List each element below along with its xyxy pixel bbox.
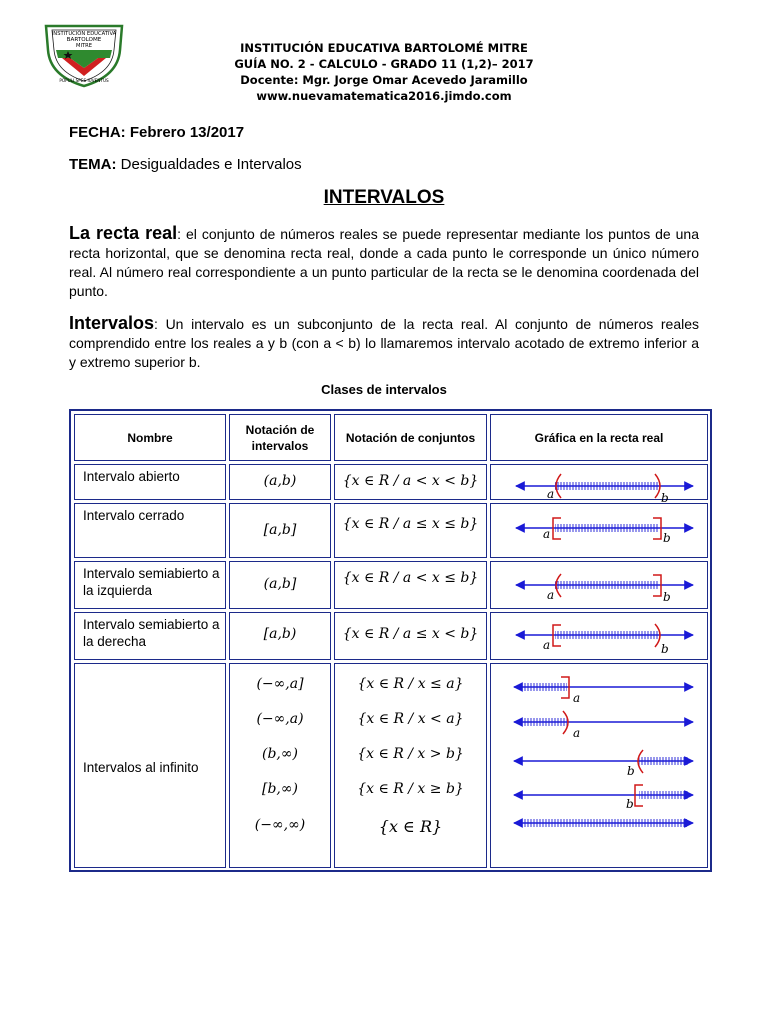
graph-inf-1 [514,677,693,705]
label-a-closed: a [543,527,551,541]
logo-name2: MITRE [75,43,93,49]
header-graph: Gráfica en la recta real [490,414,708,461]
intervals-term: Intervalos [69,313,155,333]
real-line-paragraph [69,224,699,301]
inf-set-3: {x ∈ R / x > b} [357,746,464,762]
row-closed-name: Intervalo cerrado [74,503,226,558]
header-interval-notation: Notación de intervalos [229,414,331,461]
graph-inf-3 [514,750,693,778]
graph-inf-2 [514,711,693,740]
inf-set-2: {x ∈ R / x < a} [357,711,464,727]
row-half-right-interval: [a,b) [263,626,297,642]
inf-set-4: {x ∈ R / x ≥ b} [357,781,464,797]
inf-set-5: {x ∈ R} [378,817,443,836]
label-a-open: a [547,487,555,501]
inf-interval-4: [b,∞) [262,781,298,797]
inf-interval-2: (−∞,a) [256,711,304,727]
document-header [0,40,768,104]
label-a-inf-2: a [573,726,581,740]
number-line-graphics [71,411,711,871]
header-name: Nombre [74,414,226,461]
header-school: INSTITUCIÓN EDUCATIVA BARTOLOMÉ MITRE [240,41,528,55]
row-half-right-name: Intervalo semiabierto a la derecha [74,612,226,660]
real-line-text: : el conjunto de números reales se puede representar mediante los puntos de una recta horizontal, que se denomina recta real, donde a cada punto le corresponde un único número real. Al número real correspondiente a un punto particular de la recta se le denomina coordenada del punto. [69,226,699,299]
label-b-open: b [661,491,669,505]
inf-interval-3: (b,∞) [262,746,298,762]
header-website: www.nuevamatematica2016.jimdo.com [256,89,512,103]
label-b-inf-4: b [626,797,634,811]
row-closed-set: {x ∈ R / a ≤ x ≤ b} [342,516,479,532]
date-line: FECHA: Febrero 13/2017 [69,124,245,141]
logo-top-text: INSTITUCIÓN EDUCATIVA [51,31,117,37]
row-infinite-name: Intervalos al infinito [74,663,226,868]
graph-inf-4 [514,785,693,811]
inf-interval-5: (−∞,∞) [254,817,306,833]
label-a-inf-1: a [573,691,581,705]
label-b-half-left: b [663,590,671,604]
intervals-text: : Un intervalo es un subconjunto de la recta real. Al conjunto de números reales comprendido entre los reales a y b (con a < b) lo llamaremos intervalo acotado de extremo inferior a y extremo superior b. [69,316,699,370]
graph-open [516,474,693,505]
table-caption: Clases de intervalos [321,382,447,397]
real-line-term: La recta real [69,223,178,243]
header-guide: GUÍA NO. 2 - CALCULO - GRADO 11 (1,2)– 2017 [234,57,534,71]
header-teacher: Docente: Mgr. Jorge Omar Acevedo Jaramillo [240,73,528,87]
row-half-left-name: Intervalo semiabierto a la izquierda [74,561,226,609]
row-half-right-set: {x ∈ R / a ≤ x < b} [342,626,479,642]
logo-name1: BARTOLOME [66,37,102,43]
row-open-interval: (a,b) [263,473,297,489]
graph-closed [516,518,693,545]
topic-value: Desigualdades e Intervalos [116,156,302,173]
header-set-notation: Notación de conjuntos [334,414,487,461]
label-b-half-right: b [661,642,669,656]
inf-interval-1: (−∞,a] [256,676,304,692]
label-b-closed: b [663,531,671,545]
row-half-left-interval: (a,b] [263,576,297,592]
row-open-set: {x ∈ R / a < x < b} [342,473,479,489]
graph-inf-5 [514,819,693,827]
intervals-table [69,409,712,872]
topic-label: TEMA: [69,156,117,173]
row-half-left-set: {x ∈ R / a < x ≤ b} [342,570,479,586]
page-title: INTERVALOS [323,187,445,208]
row-closed-interval: [a,b] [263,522,297,538]
graph-half-left [516,574,693,604]
label-a-half-right: a [543,638,551,652]
inf-set-1: {x ∈ R / x ≤ a} [357,676,464,692]
logo-motto: POPULI SPES IUVENTUS [59,78,109,83]
row-open-name: Intervalo abierto [74,464,226,500]
label-a-half-left: a [547,588,555,602]
label-b-inf-3: b [627,764,635,778]
topic-line [69,156,302,173]
graph-half-right [516,624,693,656]
intervals-paragraph [69,314,699,372]
